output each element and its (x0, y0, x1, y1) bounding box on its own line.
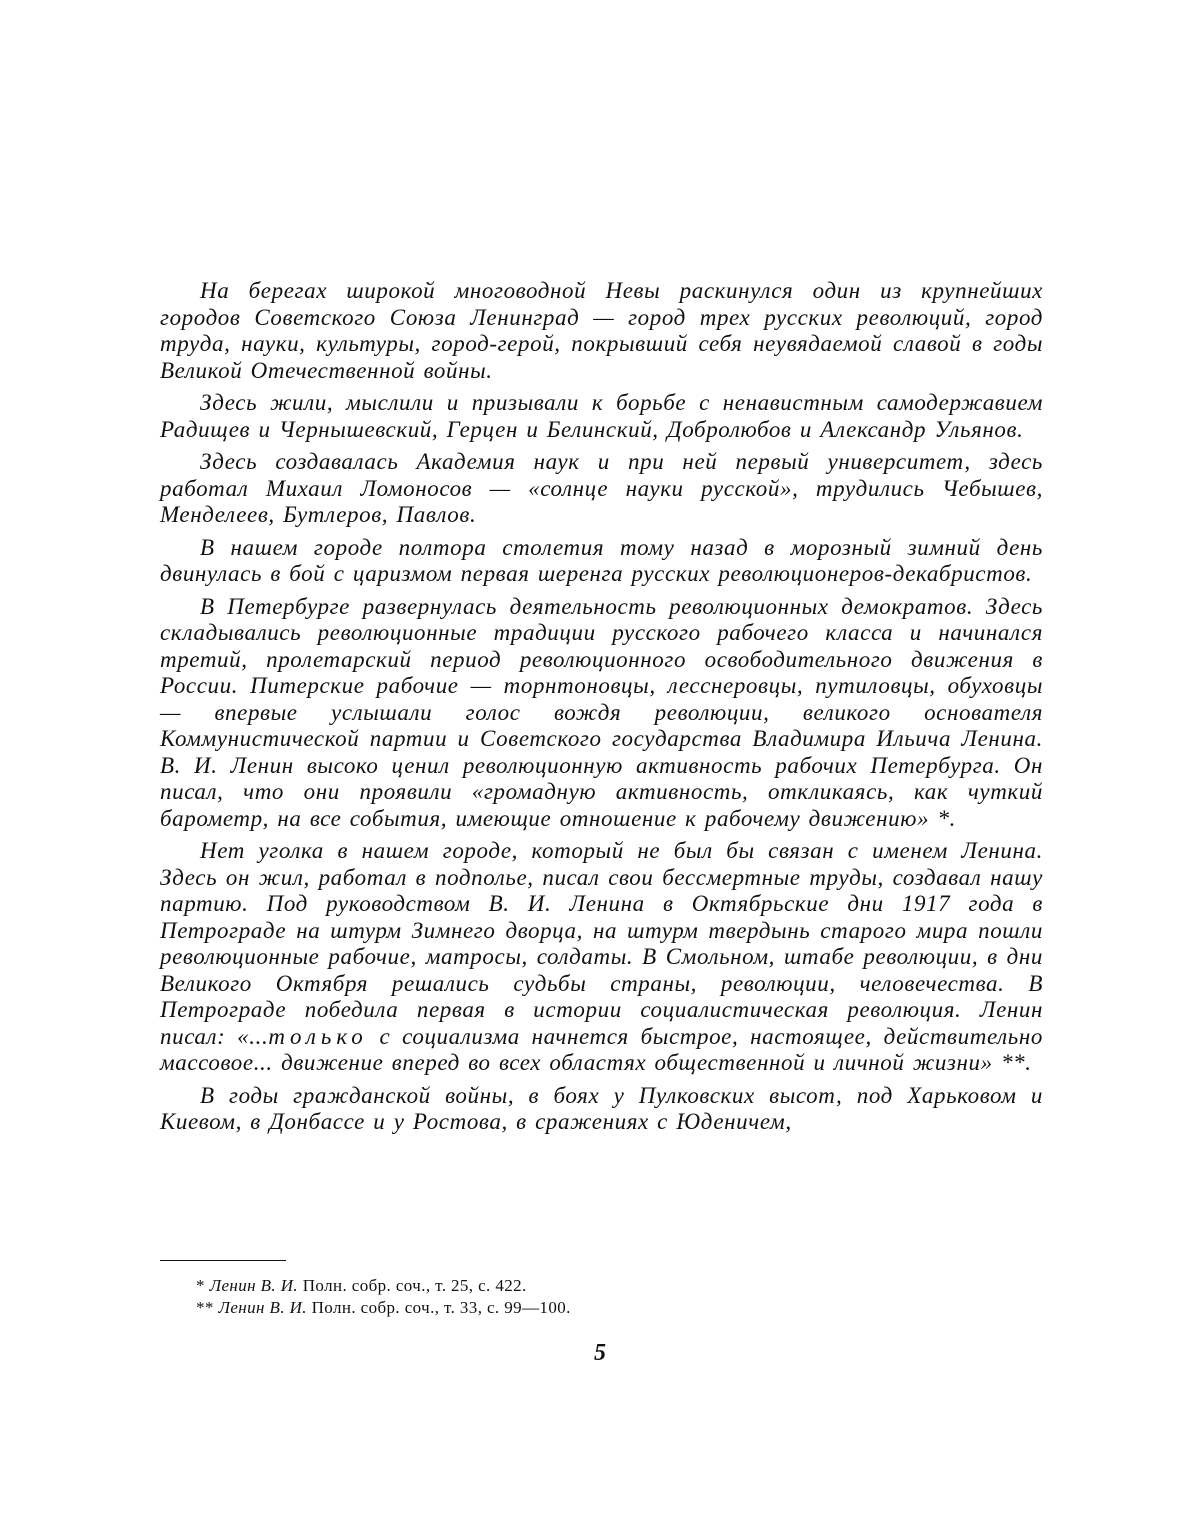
paragraph-6-part-1: Нет уголка в нашем городе, который не был бы связан с именем Ленина. Здесь он жил, работал в подполье, писал свои бессмертные труды, создавал нашу партию. Под руководством В. И. Ленина в Октябрьские дни 1917 года в Петрограде на штурм Зимнего дворца, на штурм твердынь старого мира пошли революционные рабочие, матросы, солдаты. В Смольном, штабе революции, в дни Великого Октября решались судьбы страны, революции, человечества. В Петрограде победила первая в истории социалистическая революция. Ленин писал: «... (160, 838, 1043, 1049)
paragraph-2: Здесь жили, мыслили и призывали к борьбе с ненавистным самодержавием Радищев и Чернышевский, Герцен и Белинский, Добролюбов и Александр Ульянов. (160, 390, 1043, 442)
emphasized-word: только (268, 1023, 368, 1049)
footnote-source: Полн. собр. соч., т. 33, с. 99—100. (306, 1298, 571, 1317)
paragraph-6-part-2: с социализма начнется быстрое, настоящее, действительно массовое... движение вперед во всех областях общественной и личной жизни» **. (160, 1023, 1043, 1075)
main-text (160, 278, 1043, 1142)
footnote-marker: ** (196, 1298, 219, 1317)
paragraph-3: Здесь создавалась Академия наук и при ней первый университет, здесь работал Михаил Ломоносов — «солнце науки русской», трудились Чебышев, Менделеев, Бутлеров, Павлов. (160, 449, 1043, 527)
footnote-source: Полн. собр. соч., т. 25, с. 422. (298, 1276, 527, 1295)
footnote-2 (196, 1297, 1016, 1319)
paragraph-7: В годы гражданской войны, в боях у Пулковских высот, под Харьковом и Киевом, в Донбассе и у Ростова, в сражениях с Юденичем, (160, 1082, 1043, 1134)
footnotes (196, 1275, 1016, 1319)
footnote-divider (160, 1260, 286, 1261)
footnote-1 (196, 1275, 1016, 1297)
paragraph-1: На берегах широкой многоводной Невы раскинулся один из крупнейших городов Советского Союза Ленинград — город трех русских революций, город труда, науки, культуры, город-герой, покрывший себя неувядаемой славой в годы Великой Отечественной войны. (160, 278, 1043, 383)
footnote-author: Ленин В. И. (209, 1276, 299, 1295)
paragraph-5: В Петербурге развернулась деятельность революционных демократов. Здесь складывались революционные традиции русского рабочего класса и начинался третий, пролетарский период революционного освободительного движения в России. Питерские рабочие — торнтоновцы, лесснеровцы, путиловцы, обуховцы — впервые услышали голос вождя революции, великого основателя Коммунистической партии и Советского государства Владимира Ильича Ленина. В. И. Ленин высоко ценил революционную активность рабочих Петербурга. Он писал, что они проявили «громадную активность, откликаясь, как чуткий барометр, на все события, имеющие отношение к рабочему движению» *. (160, 593, 1043, 831)
paragraph-4: В нашем городе полтора столетия тому назад в морозный зимний день двинулась в бой с царизмом первая шеренга русских революционеров-декабристов. (160, 534, 1043, 586)
footnote-marker: * (196, 1276, 210, 1295)
page-number: 5 (594, 1340, 606, 1366)
footnote-author: Ленин В. И. (218, 1298, 307, 1317)
paragraph-6 (160, 838, 1043, 1077)
